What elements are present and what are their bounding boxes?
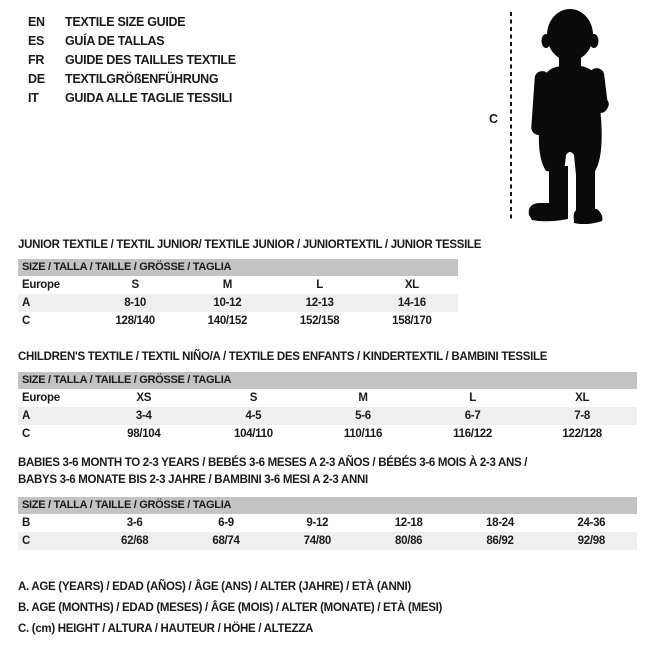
table-title: BABYS 3-6 MONATE BIS 2-3 JAHRE / BAMBINI 3-6 MESI A 2-3 ANNI (18, 474, 368, 486)
table-title: CHILDREN'S TEXTILE / TEXTIL NIÑO/A / TEXTILE DES ENFANTS / KINDERTEXTIL / BAMBINI TESSILE (18, 351, 548, 363)
table-row (18, 312, 458, 330)
table-row (18, 532, 637, 550)
cell: 98/104 (127, 428, 161, 440)
cell: 14-16 (397, 297, 426, 309)
cell: L (469, 392, 476, 404)
size-table-section (18, 349, 637, 443)
cell: 140/152 (207, 315, 248, 327)
table-row (18, 294, 458, 312)
row-label: C (22, 535, 31, 547)
cell: 68/74 (212, 535, 240, 547)
cell: 152/158 (299, 315, 340, 327)
table-title-block (18, 455, 637, 489)
cell: 10-12 (213, 297, 242, 309)
cell: 80/86 (395, 535, 423, 547)
cell: 104/110 (233, 428, 273, 440)
language-title: GUIDA ALLE TAGLIE TESSILI (65, 90, 233, 105)
cell: 24-36 (577, 517, 606, 529)
legend-line: B. AGE (MONTHS) / EDAD (MESES) / ÂGE (MOIS) / ALTER (MONATE) / ETÀ (MESI) (18, 602, 443, 614)
row-label: C (22, 428, 31, 440)
table-title: JUNIOR TEXTILE / TEXTIL JUNIOR/ TEXTILE JUNIOR / JUNIORTEXTIL / JUNIOR TESSILE (18, 239, 482, 251)
cell: 6-7 (464, 410, 481, 422)
language-code: IT (28, 90, 39, 105)
row-label: B (22, 517, 31, 529)
table-title-block (18, 237, 482, 254)
language-code: FR (28, 52, 45, 67)
row-label: Europe (22, 279, 60, 291)
cell: S (249, 392, 258, 404)
cell: M (222, 279, 233, 291)
table-row (18, 407, 637, 425)
legend (18, 577, 442, 640)
row-label: C (22, 315, 31, 327)
language-title: TEXTILE SIZE GUIDE (65, 14, 186, 29)
cell: 7-8 (574, 410, 591, 422)
language-title: GUÍA DE TALLAS (65, 33, 165, 48)
cell: 12-13 (305, 297, 334, 309)
table-title: BABIES 3-6 MONTH TO 2-3 YEARS / BEBÉS 3-6 MESES A 2-3 AÑOS / BÉBÉS 3-6 MOIS À 2-3 ANS / (18, 457, 528, 469)
row-label: Europe (22, 392, 60, 404)
cell: 158/170 (392, 315, 432, 327)
cell: S (131, 279, 139, 291)
cell: L (316, 279, 323, 291)
table-row (18, 514, 637, 532)
cell: 74/80 (303, 535, 331, 547)
cell: XL (575, 392, 590, 404)
table-row (18, 276, 458, 294)
cell: 86/92 (486, 535, 514, 547)
baby-figure (0, 0, 645, 232)
table-title-block (18, 349, 637, 366)
legend-line: C. (cm) HEIGHT / ALTURA / HAUTEUR / HÖHE / ALTEZZA (18, 623, 314, 635)
cell: 62/68 (121, 535, 149, 547)
cell: 3-6 (126, 517, 143, 529)
cell: M (358, 392, 368, 404)
size-table-section (18, 237, 482, 330)
size-header-band: SIZE / TALLA / TAILLE / GRÖSSE / TAGLIA (18, 259, 458, 276)
row-label: A (22, 410, 31, 422)
cell: 8-10 (124, 297, 147, 309)
cell: XL (404, 279, 419, 291)
cell: 122/128 (562, 428, 602, 440)
language-code: DE (28, 71, 45, 86)
height-measure-line (510, 12, 512, 222)
size-header-band: SIZE / TALLA / TAILLE / GRÖSSE / TAGLIA (18, 372, 637, 389)
cell: 3-4 (135, 410, 152, 422)
cell: 9-12 (306, 517, 329, 529)
measure-label-c: C (489, 112, 498, 126)
language-title: GUIDE DES TAILLES TEXTILE (65, 52, 236, 67)
cell: 12-18 (394, 517, 423, 529)
language-code: EN (28, 14, 45, 29)
baby-silhouette (519, 8, 619, 224)
language-title: TEXTILGRÖßENFÜHRUNG (65, 71, 219, 86)
legend-line: A. AGE (YEARS) / EDAD (AÑOS) / ÂGE (ANS) / ALTER (JAHRE) / ETÀ (ANNI) (18, 581, 411, 593)
table-row (18, 425, 637, 443)
cell: 18-24 (486, 517, 514, 529)
language-code: ES (28, 33, 45, 48)
cell: 110/116 (343, 428, 383, 440)
row-label: A (22, 297, 31, 309)
cell: 6-9 (218, 517, 234, 529)
cell: 4-5 (245, 410, 262, 422)
cell: 5-6 (355, 410, 371, 422)
cell: 116/122 (453, 428, 492, 440)
table-row (18, 389, 637, 407)
size-header-band: SIZE / TALLA / TAILLE / GRÖSSE / TAGLIA (18, 497, 637, 514)
cell: XS (136, 392, 152, 404)
cell: 92/98 (577, 535, 605, 547)
cell: 128/140 (115, 315, 155, 327)
size-table-section (18, 455, 637, 550)
